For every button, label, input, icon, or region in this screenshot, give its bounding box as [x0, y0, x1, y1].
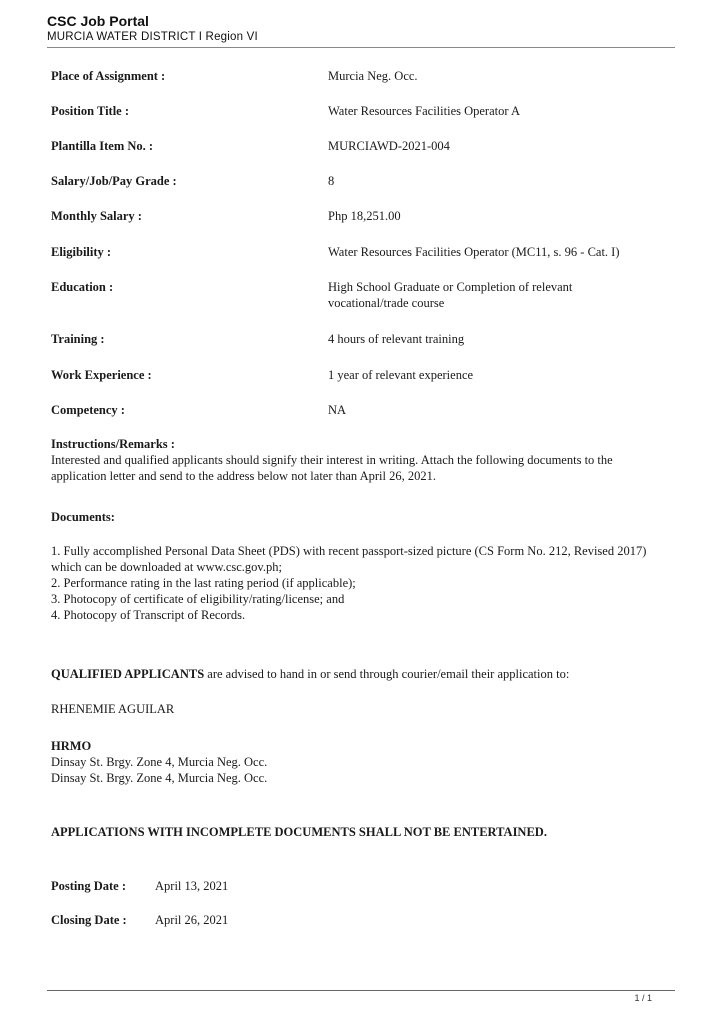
- page-number: 1 / 1: [634, 993, 652, 1003]
- agency-subtitle: MURCIA WATER DISTRICT I Region VI: [47, 31, 258, 43]
- header-divider: [47, 47, 675, 48]
- footer-divider: [47, 990, 675, 991]
- portal-title: CSC Job Portal: [47, 13, 149, 29]
- closing-date-label: Closing Date :: [51, 913, 127, 927]
- contact-block: [51, 738, 671, 786]
- list-item: 2. Performance rating in the last rating period (if applicable);: [51, 576, 356, 590]
- field-value: Murcia Neg. Occ.: [328, 69, 418, 83]
- qualified-applicants-text: are advised to hand in or send through courier/email their application to:: [204, 667, 570, 681]
- closing-date-value: April 26, 2021: [155, 913, 229, 927]
- contact-name: RHENEMIE AGUILAR: [51, 702, 175, 716]
- field-label: Place of Assignment :: [51, 69, 166, 83]
- list-item: 4. Photocopy of Transcript of Records.: [51, 608, 246, 622]
- posting-date-row: [51, 878, 228, 894]
- field-value: MURCIAWD-2021-004: [328, 139, 450, 153]
- documents-list-block: [51, 543, 651, 623]
- contact-address: Dinsay St. Brgy. Zone 4, Murcia Neg. Occ.: [51, 771, 268, 785]
- field-value: 4 hours of relevant training: [328, 332, 465, 346]
- field-label: Education :: [51, 280, 114, 294]
- incomplete-documents-warning: APPLICATIONS WITH INCOMPLETE DOCUMENTS SHALL NOT BE ENTERTAINED.: [51, 825, 547, 839]
- list-item: 1. Fully accomplished Personal Data Sheet (PDS) with recent passport-sized picture (CS Form No. 212, Revised 2017) which can be downloaded at www.csc.gov.ph;: [51, 544, 647, 574]
- list-item: 3. Photocopy of certificate of eligibility/rating/license; and: [51, 592, 345, 606]
- field-value: Water Resources Facilities Operator (MC11, s. 96 - Cat. I): [328, 245, 620, 259]
- field-label: Plantilla Item No. :: [51, 139, 154, 153]
- documents-heading-block: [51, 509, 671, 525]
- field-label: Position Title :: [51, 104, 130, 118]
- field-label: Salary/Job/Pay Grade :: [51, 174, 177, 188]
- posting-date-label: Posting Date :: [51, 879, 126, 893]
- closing-date-row: [51, 912, 228, 928]
- field-value: NA: [328, 403, 347, 417]
- field-value: Water Resources Facilities Operator A: [328, 104, 520, 118]
- contact-name-block: [51, 701, 671, 717]
- field-label: Work Experience :: [51, 368, 152, 382]
- qualified-applicants-note: [51, 666, 681, 682]
- field-value: Php 18,251.00: [328, 209, 401, 223]
- documents-list: [51, 543, 651, 623]
- field-label: Training :: [51, 332, 105, 346]
- documents-heading: Documents:: [51, 510, 115, 524]
- field-label: Eligibility :: [51, 245, 112, 259]
- field-label: Monthly Salary :: [51, 209, 142, 223]
- instructions-heading: Instructions/Remarks :: [51, 437, 175, 451]
- field-value: High School Graduate or Completion of relevant vocational/trade course: [328, 280, 573, 310]
- posting-date-value: April 13, 2021: [155, 879, 229, 893]
- field-value: 1 year of relevant experience: [328, 368, 474, 382]
- instructions-section: [51, 436, 661, 484]
- field-value: 8: [328, 174, 335, 188]
- field-label: Competency :: [51, 403, 125, 417]
- contact-title: HRMO: [51, 739, 92, 753]
- qualified-applicants-label: QUALIFIED APPLICANTS: [51, 667, 205, 681]
- page-header: [47, 12, 258, 44]
- instructions-text: Interested and qualified applicants should signify their interest in writing. Attach the following documents to the application letter and send to the address below not later than April 26, 2021.: [51, 453, 613, 483]
- contact-address: Dinsay St. Brgy. Zone 4, Murcia Neg. Occ.: [51, 755, 268, 769]
